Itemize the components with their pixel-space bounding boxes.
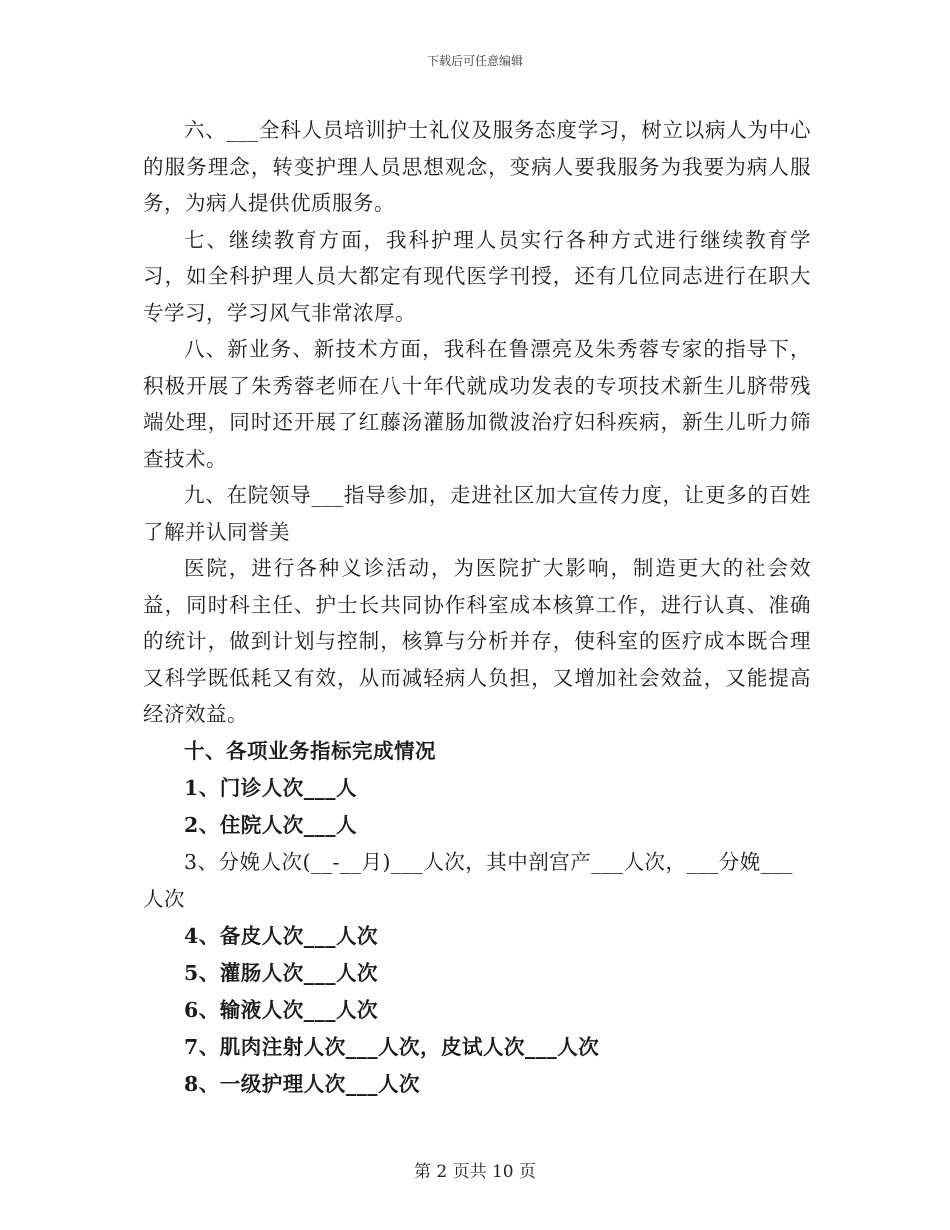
indicator-item-7: 7、肌肉注射人次___人次，皮试人次___人次 xyxy=(184,1034,600,1059)
page-header: 下载后可任意编辑 xyxy=(426,54,523,68)
indicator-item-6: 6、输液人次___人次 xyxy=(184,997,379,1022)
page-number: 第 2 页共 10 页 xyxy=(413,1162,537,1182)
document-body xyxy=(143,112,811,1103)
paragraph-nine: 九、在院领导___指导参加，走进社区加大宣传力度，让更多的百姓了解并认同誉美 xyxy=(143,483,811,544)
paragraph-nine-continued: 医院，进行各种义诊活动，为医院扩大影响，制造更大的社会效益，同时科主任、护士长共同协作科室成本核算工作，进行认真、准确的统计，做到计划与控制，核算与分析并存，使科室的医疗成本既合理又科学既低耗又有效，从而减轻病人负担，又增加社会效益，又能提高经济效益。 xyxy=(143,556,811,726)
paragraph-six: 六、___全科人员培训护士礼仪及服务态度学习，树立以病人为中心的服务理念，转变护理人员思想观念，变病人要我服务为我要为病人服务，为病人提供优质服务。 xyxy=(143,118,811,215)
indicator-item-3: 3、分娩人次(__-__月)___人次，其中剖宫产___人次，___分娩___人次 xyxy=(143,849,793,911)
indicator-item-5: 5、灌肠人次___人次 xyxy=(184,960,379,985)
paragraph-eight: 八、新业务、新技术方面，我科在鲁漂亮及朱秀蓉专家的指导下，积极开展了朱秀蓉老师在八十年代就成功发表的专项技术新生儿脐带残端处理，同时还开展了红藤汤灌肠加微波治疗妇科疾病，新生儿听力筛查技术。 xyxy=(143,337,811,471)
indicator-item-4: 4、备皮人次___人次 xyxy=(184,923,379,948)
paragraph-seven: 七、继续教育方面，我科护理人员实行各种方式进行继续教育学习，如全科护理人员大都定有现代医学刊授，还有几位同志进行在职大专学习，学习风气非常浓厚。 xyxy=(143,227,811,325)
indicator-item-1: 1、门诊人次___人 xyxy=(184,775,358,800)
section-title: 十、各项业务指标完成情况 xyxy=(184,738,436,763)
indicator-item-8: 8、一级护理人次___人次 xyxy=(184,1071,421,1096)
indicator-item-2: 2、住院人次___人 xyxy=(184,812,358,837)
